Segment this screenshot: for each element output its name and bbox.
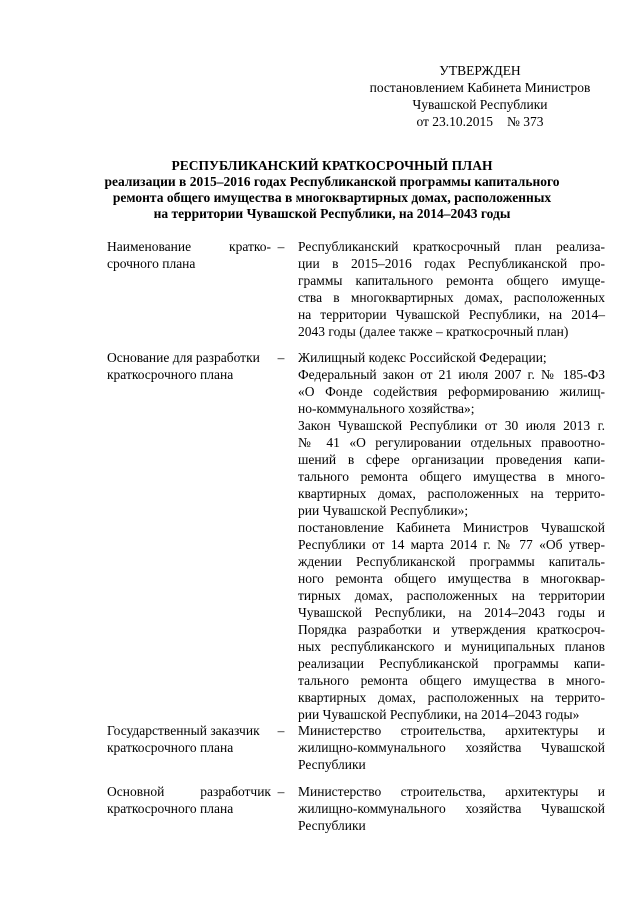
row-dash: –	[277, 350, 285, 365]
value-line: ства в многоквартирных домах, расположенных	[298, 290, 605, 305]
value-line: на территории Чувашской Республики, на 2014–	[298, 307, 605, 322]
row-dash: –	[277, 239, 285, 254]
value-line: но-коммунального хозяйства»;	[298, 401, 475, 416]
value-line: Федеральный закон от 21 июля 2007 г. № 185-ФЗ	[298, 367, 605, 382]
value-line: шений в сфере организации проведения капи-	[298, 452, 605, 467]
value-line: Министерство строительства, архитектуры и	[298, 723, 605, 738]
label-line: краткосрочного плана	[107, 367, 234, 382]
value-line: ции в 2015–2016 годах Республиканской про-	[298, 256, 605, 271]
value-line: ного ремонта общего имущества в многоквар-	[298, 571, 605, 586]
label-line: Основной разработчик	[107, 784, 271, 799]
approval-number: № 373	[507, 114, 544, 129]
row-label	[107, 783, 271, 817]
document-title	[96, 158, 568, 222]
row-value	[298, 349, 605, 723]
label-line: Основание для разработки	[107, 350, 260, 365]
value-line: ждении Республиканской программы капиталь-	[298, 554, 605, 569]
label-line: срочного плана	[107, 256, 196, 271]
row-value	[298, 722, 605, 773]
value-line: квартирных домах, расположенных на террито-	[298, 690, 605, 705]
value-line: Республики	[298, 757, 366, 772]
label-line: Государственный заказчик	[107, 723, 260, 738]
title-line-4: на территории Чувашской Республики, на 2014–2043 годы	[153, 206, 511, 221]
value-line: жилищно-коммунального хозяйства Чувашской	[298, 801, 605, 816]
value-line: Республики от 14 марта 2014 г. № 77 «Об утвер-	[298, 537, 605, 552]
row-dash: –	[277, 784, 285, 799]
approval-issuer-line: постановлением Кабинета Министров	[369, 80, 591, 95]
approval-block	[360, 62, 600, 130]
label-line: краткосрочного плана	[107, 801, 234, 816]
value-line: тального ремонта общего имущества в много-	[298, 673, 605, 688]
value-line: Чувашской Республики, на 2014–2043 годы и	[298, 605, 605, 620]
value-line: Закон Чувашской Республики от 30 июля 2013 г.	[298, 418, 605, 433]
value-line: рии Чувашской Республики»;	[298, 503, 469, 518]
value-line: № 41 «О регулировании отдельных правоотно-	[298, 435, 605, 450]
title-line-2: реализации в 2015–2016 годах Республиканской программы капитального	[104, 174, 560, 189]
label-line: краткосрочного плана	[107, 740, 234, 755]
value-line: тального ремонта общего имущества в много-	[298, 469, 605, 484]
value-line: Жилищный кодекс Российской Федерации;	[298, 350, 547, 365]
value-line: жилищно-коммунального хозяйства Чувашской	[298, 740, 605, 755]
row-dash: –	[277, 723, 285, 738]
approval-republic-line: Чувашской Республики	[412, 97, 548, 112]
value-line: постановление Кабинета Министров Чувашской	[298, 520, 605, 535]
value-line: реализации Республиканской программы капи-	[298, 656, 605, 671]
title-line-1: РЕСПУБЛИКАНСКИЙ КРАТКОСРОЧНЫЙ ПЛАН	[171, 158, 493, 173]
label-line: Наименование кратко-	[107, 239, 271, 254]
row-value	[298, 783, 605, 834]
value-line: Республики	[298, 818, 366, 833]
value-line: квартирных домах, расположенных на террито-	[298, 486, 605, 501]
row-label	[107, 238, 271, 272]
value-line: рии Чувашской Республики, на 2014–2043 годы»	[298, 707, 580, 722]
value-line: Республиканский краткосрочный план реализа-	[298, 239, 605, 254]
value-line: 2043 годы (далее также – краткосрочный план)	[298, 324, 569, 339]
approval-date-line	[360, 113, 600, 130]
value-line: «О Фонде содействия реформированию жилищ-	[298, 384, 605, 399]
title-line-3: ремонта общего имущества в многоквартирных домах, расположенных	[112, 190, 552, 205]
value-line: ных республиканского и муниципальных планов	[298, 639, 605, 654]
row-label	[107, 722, 271, 756]
approval-date: от 23.10.2015	[416, 114, 494, 129]
value-line: Министерство строительства, архитектуры и	[298, 784, 605, 799]
value-line: граммы капитального ремонта общего имуще-	[298, 273, 605, 288]
approval-title: УТВЕРЖДЕН	[439, 63, 521, 78]
value-line: Порядка разработки и утверждения краткосроч-	[298, 622, 605, 637]
row-value	[298, 238, 605, 340]
row-label	[107, 349, 271, 383]
value-line: тирных домах, расположенных на территории	[298, 588, 605, 603]
